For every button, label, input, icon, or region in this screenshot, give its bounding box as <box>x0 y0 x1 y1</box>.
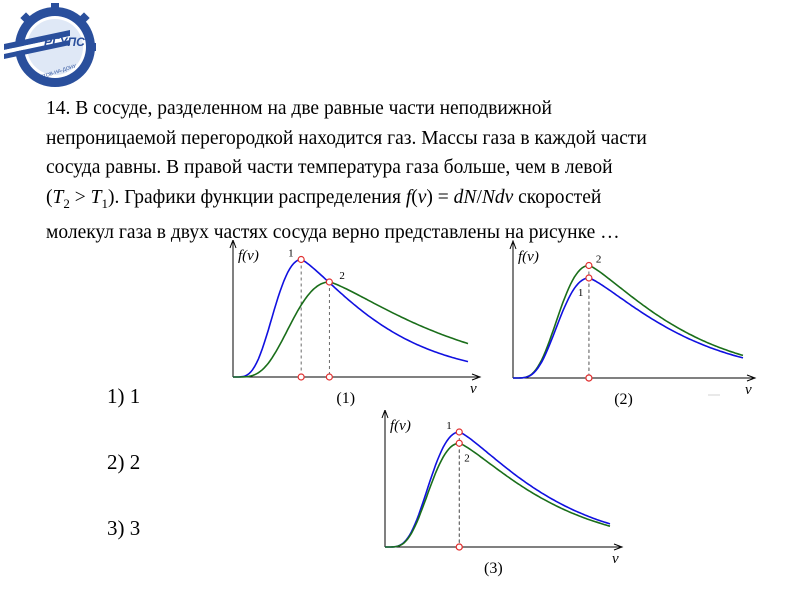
question-line: $(T_2 > T_1)$. Графики функции распределения f(v) = dN/Ndv скоростей <box>46 186 602 211</box>
chart-caption: (3) <box>484 560 503 577</box>
x-axis-label: v <box>612 551 619 567</box>
peak-marker <box>586 263 592 269</box>
series-label: 2 <box>595 253 602 266</box>
chart-caption: (2) <box>614 391 633 408</box>
answer-option-1[interactable]: 1) 1 <box>107 384 141 408</box>
axis-marker <box>326 374 332 380</box>
series-curve-1 <box>233 260 468 377</box>
series-label: 1 <box>288 247 294 260</box>
series-curve-1 <box>385 432 610 547</box>
distribution-plot-3 <box>360 410 650 580</box>
peak-marker <box>298 257 304 263</box>
divider <box>708 394 720 396</box>
answer-option-3[interactable]: 3) 3 <box>107 516 141 540</box>
x-axis-label: v <box>470 381 477 397</box>
answer-option-2[interactable]: 2) 2 <box>107 450 141 474</box>
question-line: 14. В сосуде, разделенном на две равные части неподвижной <box>46 98 552 119</box>
distribution-plot-2 <box>490 240 780 415</box>
series-curve-2 <box>385 443 610 547</box>
logo-ring-text: РОСТОВ-НА-ДОНУ <box>32 63 78 83</box>
peak-marker <box>586 275 592 281</box>
y-axis-label: f(v) <box>518 249 539 265</box>
y-axis-label: f(v) <box>390 418 411 434</box>
series-label: 2 <box>339 270 345 282</box>
question-line: непроницаемой перегородкой находится газ. Массы газа в каждой части <box>46 127 647 149</box>
peak-marker <box>456 429 462 435</box>
peak-marker <box>326 279 332 285</box>
axis-marker <box>298 374 304 380</box>
series-label: 1 <box>446 420 452 432</box>
question-line: сосуда равны. В правой части температура газа больше, чем в левой <box>46 157 613 178</box>
question-text <box>46 94 776 247</box>
peak-marker <box>456 440 462 446</box>
distribution-plot-1 <box>210 240 500 410</box>
y-axis-label: f(v) <box>238 248 259 264</box>
series-label: 2 <box>464 452 470 465</box>
logo-text: РГУПС <box>44 35 85 49</box>
series-label: 1 <box>577 287 584 299</box>
series-curve-2 <box>513 266 743 378</box>
university-logo <box>0 0 110 92</box>
axis-marker <box>456 544 462 550</box>
question-line: молекул газа в двух частях сосуда верно представлены на рисунке … <box>46 221 620 243</box>
chart-caption: (1) <box>336 390 356 407</box>
x-axis-label: v <box>745 382 752 398</box>
axis-marker <box>586 375 592 381</box>
